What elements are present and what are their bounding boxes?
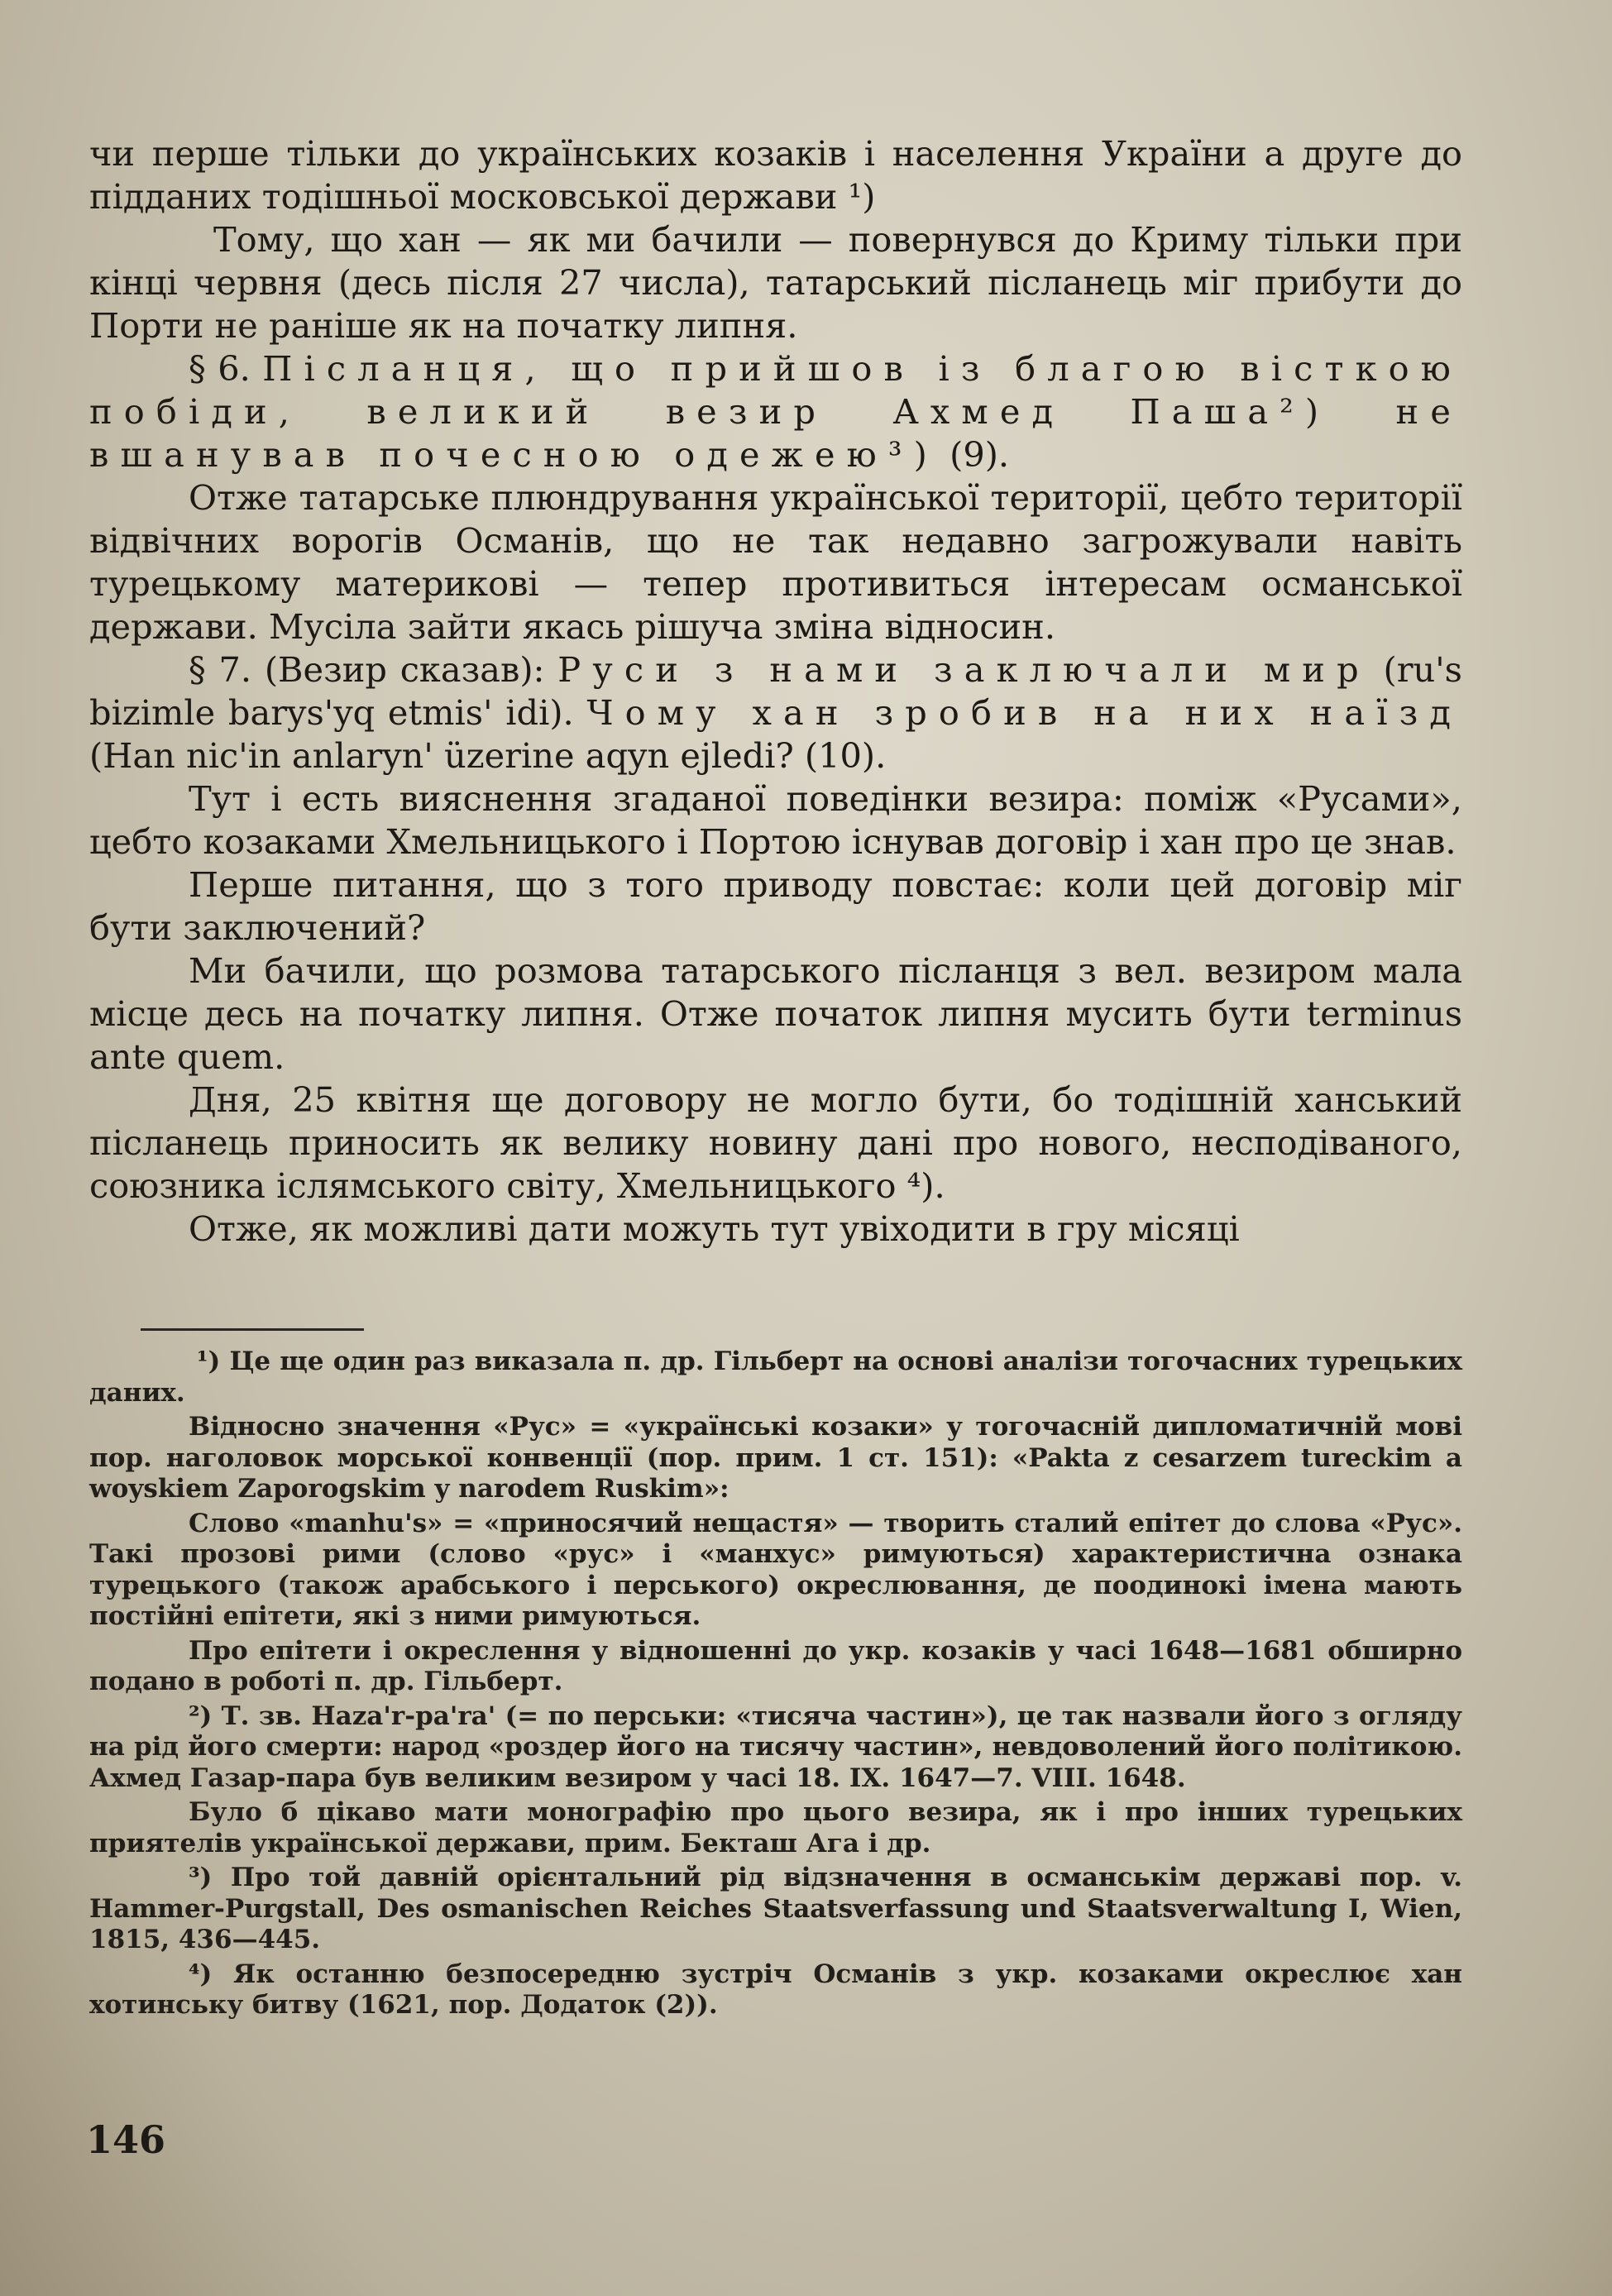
paragraph: чи перше тільки до українських козаків і населення України а друге до підданих тодішньої московської держави ¹) (89, 133, 1462, 217)
paragraph: Тому, що хан — як ми бачили — повернувся до Криму тільки при кінці червня (десь після 27 числа), татарський післанець міг прибути до Порти не раніше як на початку липня. (89, 219, 1462, 346)
footnote: Відносно значення «Рус» = «українські козаки» у тогочасній дипломатичній мові пор. наголовок морської конвенції (пор. прим. 1 ст. 151): «Pakta z cesarzem tureckim a woyskiem Zaporogskim y narodem Ruskim»: (89, 1412, 1462, 1504)
spaced-emphasis: Післанця, що прийшов із благою вісткою побіди, великий везир Ахмед Паша²) не вшанував почесною одежею³) (89, 348, 1462, 475)
page-number: 146 (86, 2117, 166, 2162)
footnote: Слово «manhu's» = «приносячий нещастя» — творить сталий епітет до слова «Рус». Такі прозові рими (слово «рус» і «манхус» римуються) характеристична ознака турецького (також арабського і перського) окреслювання, де поодинокі імена мають постійні епітети, які з ними римуються. (89, 1508, 1462, 1631)
footnote: ³) Про той давній орієнтальний рід відзначення в османськім державі пор. v. Hammer-Purgstall, Des osmanischen Reiches Staatsverfassung und Staatsverwaltung I, Wien, 1815, 436—445. (89, 1863, 1462, 1954)
footnote: ²) Т. зв. Haza'r-pa'ra' (= по перськи: «тисяча частин»), це так назвали його з огляду на рід його смерти: народ «роздер його на тисячу частин», невдоволений його політикою. Ахмед Газар-пара був великим везиром у часі 18. IX. 1647—7. VIII. 1648. (89, 1700, 1462, 1793)
footnote: ¹) Це ще один раз виказала п. др. Гільберт на основі аналізи тогочасних турецьких даних. (89, 1347, 1462, 1408)
paragraph: Ми бачили, що розмова татарського післанця з вел. везиром мала місце десь на початку липня. Отже початок липня мусить бути terminus ante quem. (89, 950, 1462, 1077)
footnote-divider (141, 1328, 364, 1331)
spaced-emphasis: Руси з нами заключали мир (557, 649, 1370, 690)
section-7 (89, 648, 1462, 777)
paragraph: Тут і есть вияснення згаданої поведінки везира: поміж «Русами», цебто козаками Хмельницького і Портою існував договір і хан про це знав. (89, 778, 1462, 862)
paragraph: Отже татарське плюндрування української території, цебто території відвічних ворогів Османів, що не так недавно загрожували навіть турецькому материкові — тепер противиться інтересам османської держави. Мусіла зайти якась рішуча зміна відносин. (89, 477, 1462, 647)
footnote: Було б цікаво мати монографію про цього везира, як і про інших турецьких приятелів української держави, прим. Бекташ Ага і др. (89, 1797, 1462, 1858)
reference: (9). (950, 434, 1010, 475)
paragraph: Дня, 25 квітня ще договору не могло бути, бо тодішній ханський післанець приносить як велику новину дані про нового, несподіваного, союзника іслямського світу, Хмельницького ⁴). (89, 1079, 1462, 1206)
paragraph: Перше питання, що з того приводу повстає: коли цей договір міг бути заключений? (89, 864, 1462, 948)
footnotes (89, 1347, 1462, 2025)
section-number: § 6. (189, 348, 251, 389)
section-6 (89, 347, 1462, 476)
turkish-quote: (ru's bizimle barys'yq etmis' idi). (89, 649, 1462, 733)
spaced-emphasis: Чому хан зробив на них наїзд (586, 692, 1462, 733)
section-lead: (Везир сказав): (264, 649, 545, 690)
paragraph: Отже, як можливі дати можуть тут увіходити в гру місяці (189, 1208, 1240, 1249)
footnote: ⁴) Як останню безпосередню зустріч Османів з укр. козаками окреслює хан хотинську битву (1621, пор. Додаток (2)). (89, 1959, 1462, 2020)
main-text (89, 132, 1462, 1251)
footnote: Про епітети і окреслення у відношенні до укр. козаків у часі 1648—1681 обширно подано в роботі п. др. Гільберт. (89, 1635, 1462, 1696)
section-number: § 7. (189, 649, 252, 690)
turkish-quote: (Han nic'in anlaryn' üzerine aqyn ejledi? (10). (89, 735, 887, 776)
